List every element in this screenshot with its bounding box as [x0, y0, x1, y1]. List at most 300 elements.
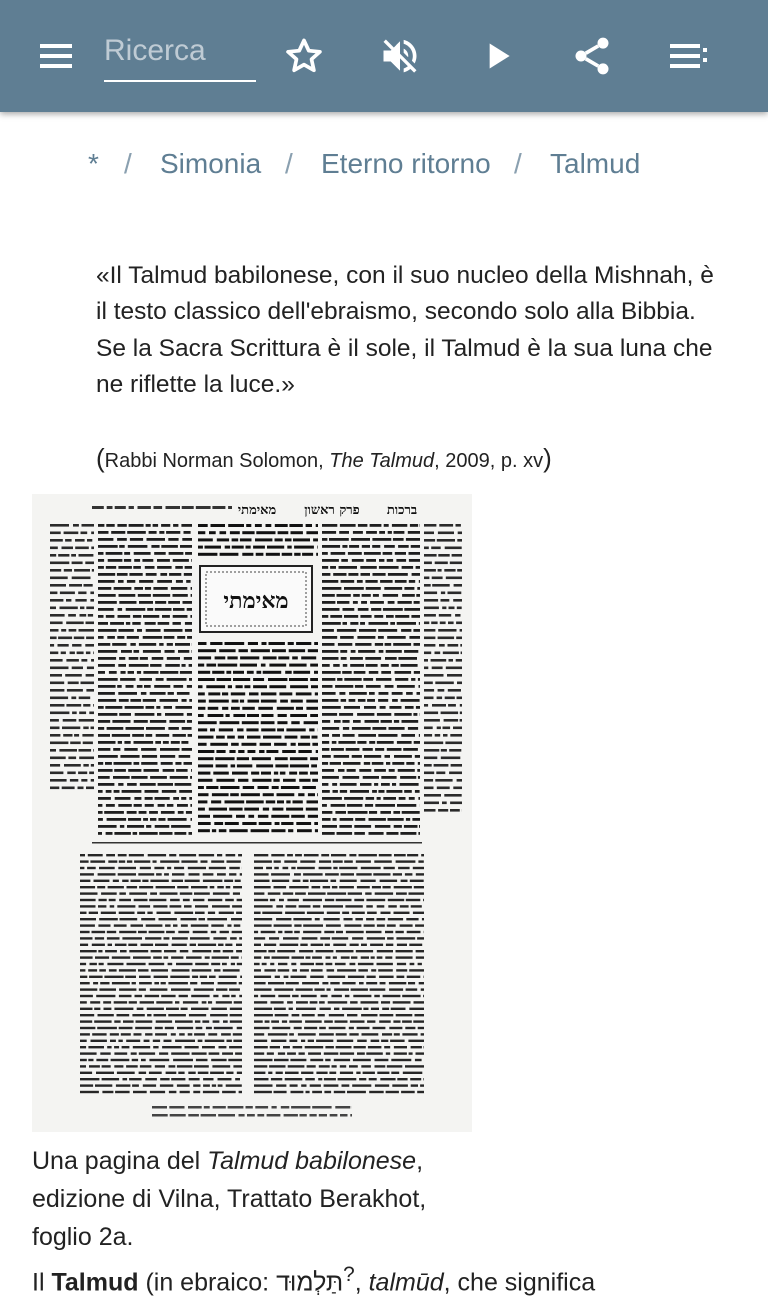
talmud-text-line	[98, 678, 118, 681]
talmud-text-line	[400, 905, 409, 907]
talmud-text-line	[272, 786, 279, 789]
talmud-text-line	[396, 950, 413, 952]
talmud-text-line	[424, 599, 438, 602]
talmud-text-line	[375, 804, 395, 807]
talmud-text-line	[457, 569, 462, 572]
talmud-text-line	[154, 976, 168, 978]
talmud-text-line	[394, 825, 402, 828]
talmud-text-line	[97, 886, 105, 888]
talmud-text-line	[440, 622, 446, 625]
breadcrumb-separator: /	[514, 148, 522, 180]
talmud-text-line	[198, 736, 214, 739]
talmud-text-line	[80, 873, 94, 875]
talmud-text-line	[188, 1114, 199, 1117]
talmud-text-line	[333, 860, 343, 862]
talmud-text-line	[156, 873, 162, 875]
talmud-text-line	[424, 674, 444, 677]
talmud-text-line	[80, 1008, 93, 1010]
talmud-text-line	[240, 976, 242, 978]
talmud-text-line	[324, 1091, 331, 1093]
talmud-text-line	[271, 1078, 282, 1080]
talmud-text-line	[441, 712, 459, 715]
talmud-text-line	[448, 704, 456, 707]
talmud-text-line	[348, 892, 362, 894]
talmud-text-line	[423, 899, 424, 901]
talmud-text-line	[185, 552, 192, 555]
talmud-text-line	[90, 860, 105, 862]
talmud-text-line	[149, 931, 165, 933]
talmud-text-line	[322, 804, 327, 807]
talmud-text-line	[98, 769, 113, 772]
talmud-text-line	[333, 956, 337, 958]
talmud-text-line	[352, 1084, 371, 1086]
talmud-text-line	[217, 678, 232, 681]
talmud-text-line	[418, 776, 420, 779]
talmud-text-line	[296, 707, 303, 710]
talmud-text-line	[120, 918, 138, 920]
talmud-text-line	[50, 532, 61, 535]
talmud-text-line	[358, 608, 369, 611]
talmud-text-line	[417, 1091, 424, 1093]
talmud-text-line	[334, 755, 350, 758]
talmud-text-line	[198, 815, 210, 818]
talmud-text-line	[222, 692, 228, 695]
talmud-text-line	[198, 671, 210, 674]
talmud-text-line	[410, 963, 415, 965]
breadcrumb-item-home[interactable]: *	[88, 148, 99, 180]
talmud-text-line	[322, 692, 336, 695]
talmud-text-line	[256, 531, 275, 534]
talmud-text-line	[229, 873, 236, 875]
talmud-text-line	[124, 552, 130, 555]
citation-author: Rabbi Norman Solomon,	[105, 450, 330, 472]
talmud-text-line	[322, 776, 339, 779]
talmud-text-line	[383, 797, 396, 800]
talmud-text-line	[292, 1014, 300, 1016]
talmud-text-line	[157, 580, 172, 583]
talmud-text-line	[226, 671, 231, 674]
talmud-text-line	[267, 546, 284, 549]
talmud-text-line	[404, 790, 412, 793]
star-outline-icon	[282, 34, 326, 78]
breadcrumb-item-talmud[interactable]: Talmud	[550, 148, 640, 180]
talmud-text-line	[72, 562, 83, 565]
talmud-text-line	[143, 818, 148, 821]
talmud-text-line	[375, 1065, 386, 1067]
talmud-text-line	[284, 976, 289, 978]
breadcrumb-item-simonia[interactable]: Simonia	[160, 148, 261, 180]
talmud-text-line	[271, 815, 289, 818]
talmud-text-line	[386, 832, 398, 835]
talmud-text-line	[316, 750, 318, 753]
talmud-page-label: מאימתי	[238, 503, 277, 518]
talmud-text-line	[283, 937, 299, 939]
talmud-text-line	[460, 704, 462, 707]
talmud-text-line	[275, 538, 283, 541]
talmud-text-line	[62, 727, 80, 730]
talmud-text-line	[292, 956, 305, 958]
talmud-text-line	[392, 692, 403, 695]
talmud-text-line	[391, 1008, 406, 1010]
talmud-text-line	[301, 1040, 305, 1042]
talmud-text-line	[272, 808, 283, 811]
talmud-text-line	[410, 524, 418, 527]
talmud-text-line	[80, 1027, 95, 1029]
talmud-text-line	[110, 622, 124, 625]
talmud-text-line	[156, 886, 175, 888]
talmud-text-line	[280, 700, 288, 703]
talmud-text-line	[302, 786, 316, 789]
talmud-text-line	[155, 741, 161, 744]
talmud-text-line	[143, 636, 163, 639]
talmud-text-line	[228, 1106, 244, 1109]
talmud-text-line	[129, 573, 142, 576]
share-button[interactable]	[568, 32, 616, 80]
talmud-text-line	[177, 1084, 190, 1086]
talmud-text-line	[334, 720, 341, 723]
talmud-text-line	[380, 1078, 395, 1080]
talmud-text-line	[397, 976, 405, 978]
talmud-text-line	[393, 873, 402, 875]
talmud-text-line	[346, 748, 360, 751]
talmud-text-line	[271, 873, 290, 875]
talmud-text-line	[164, 636, 175, 639]
favorite-button[interactable]	[280, 32, 328, 80]
talmud-text-line	[117, 1072, 135, 1074]
talmud-text-line	[311, 944, 324, 946]
talmud-text-line	[68, 757, 76, 760]
talmud-text-line	[333, 790, 338, 793]
talmud-text-line	[402, 811, 420, 814]
talmud-text-line	[267, 1114, 281, 1117]
talmud-text-line	[252, 757, 271, 760]
talmud-text-line	[218, 1114, 235, 1117]
talmud-text-line	[77, 652, 84, 655]
talmud-text-line	[411, 615, 420, 618]
talmud-text-line	[160, 892, 178, 894]
talmud-text-line	[382, 1033, 392, 1035]
talmud-text-line	[242, 822, 256, 825]
talmud-text-line	[315, 692, 318, 695]
talmud-text-line	[409, 892, 425, 894]
talmud-text-line	[436, 772, 445, 775]
talmud-text-line	[192, 950, 211, 952]
talmud-text-line	[81, 659, 87, 662]
talmud-text-line	[418, 678, 420, 681]
talmud-text-line	[162, 1046, 182, 1048]
talmud-text-line	[377, 1072, 389, 1074]
talmud-text-line	[377, 797, 381, 800]
breadcrumb-item-eterno-ritorno[interactable]: Eterno ritorno	[321, 148, 491, 180]
talmud-text-line	[198, 714, 204, 717]
talmud-text-line	[312, 886, 321, 888]
citation-open: (	[96, 443, 105, 473]
talmud-text-line	[161, 524, 170, 527]
talmud-text-line	[460, 629, 462, 632]
talmud-text-line	[227, 736, 235, 739]
talmud-text-line	[123, 1078, 128, 1080]
talmud-text-line	[171, 1052, 189, 1054]
talmud-text-line	[190, 982, 197, 984]
talmud-text-line	[292, 995, 299, 997]
talmud-text-line	[75, 599, 86, 602]
talmud-text-line	[362, 545, 370, 548]
talmud-text-line	[393, 1020, 400, 1022]
talmud-text-line	[111, 1059, 130, 1061]
talmud-text-line	[285, 931, 293, 933]
talmud-text-line	[118, 629, 133, 632]
talmud-text-line	[406, 899, 421, 901]
talmud-text-line	[240, 664, 257, 667]
talmud-text-line	[394, 1033, 400, 1035]
talmud-text-line	[116, 1084, 130, 1086]
mute-button[interactable]	[376, 32, 424, 80]
caption-suffix: , edizione di Vilna, Trattato Berakhot, foglio 2a.	[32, 1147, 426, 1251]
talmud-text-line	[196, 1059, 208, 1061]
talmud-text-line	[198, 808, 205, 811]
talmud-text-line	[255, 538, 272, 541]
pronunciation-link[interactable]: ?	[343, 1263, 355, 1286]
talmud-text-line	[50, 599, 63, 602]
talmud-text-line	[342, 1084, 350, 1086]
talmud-text-line	[417, 769, 420, 772]
talmud-text-line	[344, 924, 361, 926]
talmud-text-line	[164, 629, 183, 632]
talmud-text-line	[165, 1027, 174, 1029]
talmud-text-line	[379, 692, 389, 695]
talmud-text-line	[262, 912, 282, 914]
talmud-text-line	[233, 886, 242, 888]
talmud-text-line	[242, 553, 253, 556]
talmud-text-line	[398, 769, 415, 772]
talmud-text-line	[80, 1084, 93, 1086]
talmud-text-line	[416, 873, 424, 875]
talmud-text-line	[88, 1059, 93, 1061]
talmud-text-line	[322, 706, 341, 709]
talmud-text-line	[242, 531, 254, 534]
talmud-text-line	[421, 1033, 424, 1035]
talmud-text-line	[371, 956, 375, 958]
talmud-text-line	[119, 988, 136, 990]
talmud-text-line	[266, 800, 275, 803]
talmud-text-line	[242, 721, 259, 724]
talmud-text-line	[400, 664, 417, 667]
talmud-text-line	[190, 615, 192, 618]
talmud-text-line	[414, 886, 424, 888]
search-field[interactable]	[104, 26, 256, 82]
talmud-text-line	[96, 1059, 108, 1061]
talmud-text-line	[155, 1027, 163, 1029]
talmud-text-line	[83, 764, 88, 767]
talmud-page-image[interactable]	[32, 494, 472, 1132]
talmud-text-line	[71, 554, 76, 557]
talmud-text-line	[143, 671, 158, 674]
talmud-text-line	[142, 559, 153, 562]
talmud-text-line	[213, 950, 220, 952]
talmud-text-line	[149, 1072, 162, 1074]
talmud-text-line	[187, 608, 192, 611]
talmud-text-line	[178, 811, 184, 814]
talmud-text-line	[285, 736, 298, 739]
talmud-text-line	[211, 931, 216, 933]
talmud-text-line	[366, 664, 378, 667]
talmud-text-line	[332, 1065, 337, 1067]
talmud-text-line	[270, 1046, 280, 1048]
talmud-text-line	[188, 1072, 195, 1074]
talmud-text-line	[334, 1091, 345, 1093]
talmud-text-line	[89, 1065, 100, 1067]
talmud-text-line	[325, 1059, 330, 1061]
talmud-text-line	[196, 506, 211, 509]
talmud-text-line	[254, 963, 260, 965]
talmud-text-line	[404, 650, 418, 653]
citation-work[interactable]: The Talmud	[329, 450, 434, 472]
talmud-text-line	[457, 697, 463, 700]
paragraph-tail: , che significa	[444, 1268, 595, 1296]
talmud-header-word: מאימתי	[223, 588, 288, 614]
talmud-text-line	[286, 982, 299, 984]
talmud-text-line	[50, 637, 57, 640]
talmud-text-line	[340, 524, 356, 527]
talmud-text-line	[444, 719, 459, 722]
talmud-text-line	[377, 918, 386, 920]
talmud-text-line	[118, 664, 126, 667]
talmud-text-line	[60, 607, 78, 610]
talmud-text-line	[211, 1059, 226, 1061]
talmud-text-line	[198, 757, 214, 760]
talmud-text-line	[322, 748, 329, 751]
talmud-text-line	[83, 742, 93, 745]
talmud-text-line	[122, 880, 128, 882]
talmud-text-line	[107, 937, 120, 939]
breadcrumb	[0, 148, 768, 188]
talmud-text-line	[406, 538, 420, 541]
talmud-text-line	[255, 1106, 268, 1109]
talmud-text-line	[80, 931, 90, 933]
talmud-text-line	[322, 678, 335, 681]
talmud-text-line	[289, 524, 302, 527]
play-button[interactable]	[474, 32, 522, 80]
talmud-text-line	[225, 800, 245, 803]
talmud-text-line	[383, 594, 398, 597]
talmud-text-line	[102, 1065, 111, 1067]
talmud-text-line	[80, 1020, 92, 1022]
talmud-text-line	[126, 608, 146, 611]
talmud-text-line	[296, 692, 312, 695]
talmud-text-line	[269, 1065, 285, 1067]
talmud-text-line	[129, 664, 149, 667]
talmud-text-line	[150, 720, 166, 723]
talmud-text-line	[185, 629, 192, 632]
talmud-text-line	[255, 524, 262, 527]
talmud-text-line	[416, 594, 420, 597]
talmud-text-line	[123, 1020, 134, 1022]
talmud-text-line	[331, 552, 346, 555]
talmud-text-line	[198, 649, 216, 652]
talmud-text-line	[117, 685, 122, 688]
talmud-text-line	[383, 608, 403, 611]
talmud-text-line	[81, 682, 95, 685]
talmud-text-line	[131, 776, 147, 779]
talmud-text-line	[155, 601, 166, 604]
talmud-text-line	[364, 552, 381, 555]
talmud-text-line	[106, 524, 114, 527]
talmud-text-line	[387, 1065, 403, 1067]
talmud-text-line	[150, 1091, 165, 1093]
talmud-text-line	[420, 1084, 424, 1086]
paragraph-term: Talmud	[51, 1268, 138, 1296]
talmud-text-line	[363, 678, 373, 681]
talmud-text-line	[167, 643, 173, 646]
talmud-text-line	[410, 880, 424, 882]
talmud-text-line	[375, 748, 384, 751]
talmud-text-line	[247, 736, 261, 739]
talmud-text-line	[296, 1008, 316, 1010]
talmud-text-line	[327, 988, 331, 990]
talmud-text-line	[456, 637, 462, 640]
menu-button[interactable]	[32, 32, 80, 80]
talmud-text-line	[137, 912, 145, 914]
talmud-text-line	[284, 860, 297, 862]
talmud-text-line	[112, 982, 130, 984]
talmud-text-line	[161, 995, 175, 997]
talmud-text-line	[402, 1020, 412, 1022]
talmud-text-line	[229, 829, 247, 832]
talmud-text-line	[105, 706, 122, 709]
quote-text: «Il Talmud babilonese, con il suo nucleo della Mishnah, è il testo classico dell'ebraismo, secondo solo alla Bibbia. Se la Sacra Scrittura è il sole, il Talmud è la sua luna che ne riflette la luce.»	[96, 258, 716, 403]
talmud-text-line	[231, 764, 236, 767]
talmud-text-line	[164, 950, 176, 952]
talmud-text-line	[434, 764, 449, 767]
talmud-text-line	[453, 599, 462, 602]
talmud-text-line	[133, 566, 141, 569]
talmud-text-line	[389, 769, 395, 772]
talmud-text-line	[130, 538, 143, 541]
talmud-text-line	[390, 622, 395, 625]
talmud-text-line	[198, 531, 205, 534]
talmud-text-line	[139, 988, 146, 990]
talmud-text-line	[216, 750, 225, 753]
talmud-text-line	[418, 1027, 424, 1029]
talmud-text-line	[68, 682, 79, 685]
talmud-text-line	[119, 699, 129, 702]
talmud-text-line	[336, 1033, 347, 1035]
talmud-text-line	[160, 1084, 173, 1086]
talmud-text-line	[146, 573, 157, 576]
talmud-text-line	[164, 873, 169, 875]
talmud-text-line	[340, 1052, 354, 1054]
search-input[interactable]	[104, 26, 256, 76]
talmud-text-line	[319, 1001, 325, 1003]
talmud-text-line	[208, 1001, 212, 1003]
talmud-text-line	[405, 873, 413, 875]
talmud-text-line	[424, 704, 428, 707]
talmud-text-line	[176, 963, 193, 965]
talmud-text-line	[99, 867, 115, 869]
talmud-text-line	[72, 577, 91, 580]
talmud-text-line	[328, 1001, 348, 1003]
playlist-button[interactable]	[664, 32, 712, 80]
talmud-text-line	[141, 918, 155, 920]
paragraph-sep: ,	[355, 1268, 369, 1296]
talmud-text-line	[114, 1020, 120, 1022]
talmud-text-line	[447, 674, 462, 677]
talmud-text-line	[278, 656, 289, 659]
talmud-text-line	[329, 1072, 336, 1074]
talmud-text-line	[269, 937, 279, 939]
talmud-text-line	[301, 1084, 306, 1086]
talmud-text-line	[276, 905, 283, 907]
